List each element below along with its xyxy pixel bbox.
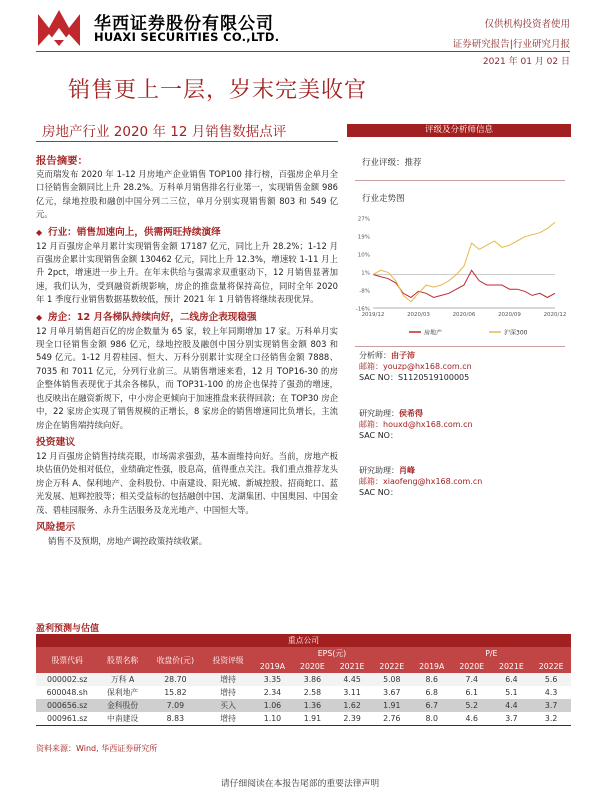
analyst-block-3 [347,465,571,498]
col-name-header: 股票名称 [98,647,147,673]
risk-body: 销售不及预期，房地产调控政策持续收紧。 [48,535,208,546]
eps-value: 1.62 [332,699,372,712]
eps-value: 3.11 [343,688,361,697]
legal-footer: 请仔细阅读在本报告尾部的重要法律声明 [220,779,380,789]
legend-label: 房地产 [424,329,443,337]
close-price: 8.83 [166,713,185,723]
year-header: 2022E [372,660,412,673]
x-tick-label: 2019/12 [361,312,385,318]
analyst-name: 由子沛 [391,351,415,360]
year-header: 2020E [293,660,333,673]
analyst-email: 邮箱：houxd@hx168.com.cn [359,420,473,429]
eps-header: EPS(元) [252,647,411,660]
year-header: 2021E [492,660,532,673]
rating-bar: 评级及分析师信息 [347,124,571,137]
industry-trend-chart [347,210,571,346]
eps-value: 3.67 [383,688,401,697]
stock-code: 000656.sz [36,699,98,712]
close-price: 15.82 [164,688,187,697]
table-row [36,686,571,699]
year-header: 2019A [412,660,452,673]
legend-label: 沪深300 [504,329,528,337]
pe-value: 5.1 [505,688,518,697]
company-logo [36,8,82,48]
analyst-block-1 [347,350,571,383]
pe-value: 6.4 [492,673,532,686]
eps-value: 2.34 [263,688,282,697]
close-price: 28.70 [147,673,204,686]
investment-advice-body: 12 月百强房企销售持续亮眼，市场需求强劲，基本面维持向好。当前，房地产板块估值仍处相对低位，业绩确定性强，股息高，值得重点关注。我们重点推荐龙头房企万科 A、保利地产、金科股份、中南建设、阳光城、新城控股、招商蛇口、蓝光发展、旭辉控股等；相关受益标的包括融创中国、龙湖集团、中国奥园、中国金茂、碧桂园服务、永升生活服务及龙光地产、中国恒大等。 [36,450,338,515]
analyst-sac: SAC NO： [359,431,398,440]
eps-value: 1.91 [372,699,412,712]
stock-name: 保利地产 [107,688,139,697]
analyst-sidebar [347,124,571,497]
risk-heading: 风险提示 [36,521,76,533]
investment-rating: 增持 [204,673,253,686]
eps-value: 3.86 [293,673,333,686]
audience-label: 仅供机构投资者使用 [484,19,570,30]
rating-divider [355,180,565,181]
header-divider [36,51,570,52]
eps-value: 4.45 [332,673,372,686]
year-header: 2020E [452,660,492,673]
analyst-block-2 [347,408,571,441]
pe-value: 6.8 [425,688,438,697]
pe-value: 5.6 [531,673,571,686]
analyst-sac: SAC NO：S1120519100005 [359,373,470,382]
x-tick-label: 2020/12 [543,312,567,318]
eps-value: 3.35 [252,673,292,686]
y-tick-label: 19% [357,234,370,241]
pe-value: 4.4 [492,699,532,712]
report-body [36,150,338,548]
eps-value: 2.58 [303,688,322,697]
analyst-sac: SAC NO： [359,488,398,497]
company-name-cn: 华西证券股份有限公司 [94,14,274,34]
pe-value: 6.7 [412,699,452,712]
eps-value: 2.39 [343,713,361,723]
report-title: 销售更上一层，岁末完美收官 [68,78,368,103]
pe-value: 5.2 [452,699,492,712]
stock-code: 000961.sz [46,713,88,723]
analyst-name: 侯希得 [399,409,423,418]
year-header: 2022E [531,660,571,673]
pe-value: 8.6 [412,673,452,686]
stock-name: 中南建设 [107,713,139,723]
industry-section-body: 12 月百强房企单月累计实现销售金额 17187 亿元，同比上升 28.2%；1-12 月百强房企累计实现销售金额 130462 亿元，同比上升 12.3%，增速较 1-11 月上升 2pct，增速进一步上升。在年末供给与强需求双重驱动下，12 月销售显著加速，我们认为，受到融资新规影响，房企的推盘量将保持高位，同时全年 2020 年 1 季度行业销售数据基数较低，预计 2021 年 1 月销售将继续表现优异。 [36,240,338,305]
pe-value: 4.3 [544,688,558,697]
col-code-header: 股票代码 [36,647,98,673]
eps-value: 1.10 [263,713,282,723]
series-line-2 [373,222,555,302]
pe-value: 4.6 [465,713,478,723]
x-tick-label: 2020/06 [452,312,476,318]
x-tick-label: 2020/03 [407,312,430,318]
analyst-role: 分析师： [359,351,391,360]
industry-rating: 行业评级：推荐 [362,158,422,168]
title-divider [36,141,338,142]
forecast-table-title: 盈利预测与估值 [36,624,100,634]
investment-rating: 增持 [220,713,236,723]
investment-rating: 买入 [204,699,253,712]
y-tick-label: -8% [359,288,370,295]
table-group-header: 重点公司 [36,634,571,647]
close-price: 7.09 [147,699,204,712]
report-type-label: 证券研究报告|行业研究月报 [452,39,570,50]
industry-section-heading: ◆ 行业：销售加速向上，供需两旺持续演绎 [36,225,338,240]
chart-divider [355,346,565,347]
analyst-email: 邮箱：youzp@hx168.com.cn [359,362,472,371]
analyst-name: 肖峰 [399,466,415,475]
pe-value: 7.4 [452,673,492,686]
year-header: 2021E [332,660,372,673]
y-tick-label: 27% [357,216,370,223]
stock-name: 万科 A [98,673,147,686]
pe-value: 8.0 [425,713,438,723]
col-price-header: 收盘价(元) [147,647,204,673]
table-source: 资料来源：Wind, 华西证券研究所 [36,744,158,753]
eps-value: 1.36 [293,699,333,712]
analyst-role: 研究助理： [359,466,399,475]
trend-chart-title: 行业走势图 [362,194,405,204]
table-row [36,673,571,686]
pe-value: 3.2 [544,713,558,723]
table-row [36,699,571,712]
y-tick-label: 1% [361,270,370,277]
investment-rating: 增持 [220,688,236,697]
summary-heading: 报告摘要： [36,155,88,167]
pe-value: 3.7 [531,699,571,712]
investment-advice-heading: 投资建议 [36,436,76,448]
report-date: 2021 年 01 月 02 日 [482,57,570,67]
pe-value: 6.1 [465,688,478,697]
year-header: 2019A [252,660,292,673]
company-name-en: HUAXI SECURITIES CO.,LTD. [94,30,280,44]
forecast-table [36,634,571,726]
table-row [36,712,571,725]
eps-value: 1.06 [252,699,292,712]
analyst-role: 研究助理： [359,409,399,418]
x-tick-label: 2020/09 [498,312,521,318]
y-tick-label: -16% [355,306,370,313]
eps-value: 1.91 [303,713,322,723]
stock-code: 600048.sh [46,688,88,697]
stock-name: 金科股份 [98,699,147,712]
eps-value: 2.76 [383,713,401,723]
developer-section-heading: ◆ 房企：12 月各梯队持续向好，二线房企表现稳强 [36,310,338,325]
y-tick-label: 10% [357,252,370,259]
pe-header: P/E [412,647,571,660]
eps-value: 5.08 [372,673,412,686]
pe-value: 3.7 [505,713,518,723]
stock-code: 000002.sz [36,673,98,686]
summary-intro: 克而瑞发布 2020 年 1-12 月房地产企业销售 TOP100 排行榜，百强房企单月全口径销售金额同比上升 28.2%。万科单月销售排名行业第一，实现销售金额 986 亿元，绿地控股和融创中国分列二三位，单月分别实现销售额 803 和 549 亿元。 [36,169,338,220]
report-subtitle: 房地产行业 2020 年 12 月销售数据点评 [42,124,287,140]
analyst-email: 邮箱：xiaofeng@hx168.com.cn [359,477,483,486]
developer-section-body: 12 月单月销售超百亿的房企数量为 65 家，较上年同期增加 17 家。万科单月实现全口径销售金额 986 亿元，绿地控股及融创中国分别实现销售金额 803 和 549 亿元。1-12 月碧桂园、恒大、万科分别累计实现全口径销售金额 7888、7035 和 7011 亿元，分列行业前三。从销售增速来看，12 月 TOP16-30 的房企整体销售表现优于其余各梯队，而 TOP31-100 的房企也保持了强劲的增速，也反映出在融资新规下，中小房企更倾向于加速推盘来获得回款；在 TOP30 房企中，22 家房企实现了销售规模的正增长，8 家房企的销售增速同比负增长，主流房企在销售端持续向好。 [36,325,338,430]
col-rating-header: 投资评级 [204,647,253,673]
